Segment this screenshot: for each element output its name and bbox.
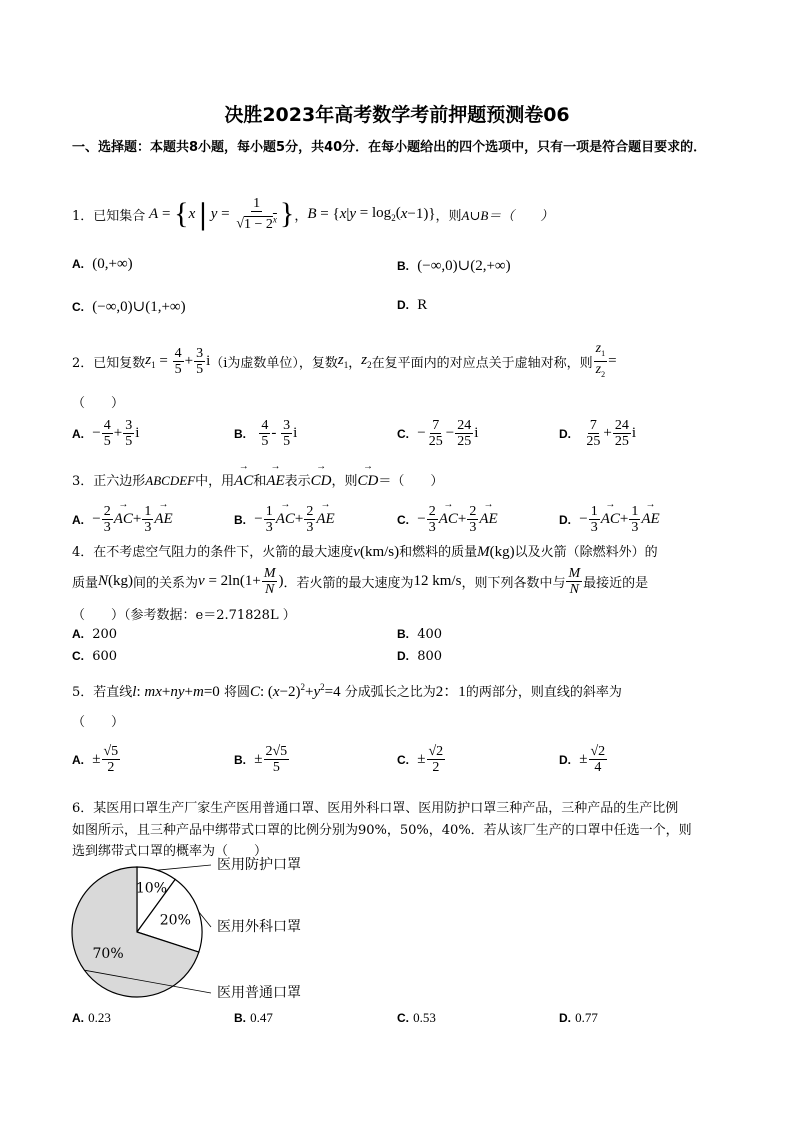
q2-text-c: ， [348,355,362,371]
q5-option-c: C. ± $\frac{√2}{2}$ [397,744,444,775]
q5-paren: （ ） [72,715,125,730]
question-4-line3: （ ）（参考数据：e＝2.71828L ） [72,608,296,623]
q1-option-b: B. (−∞,0)∪(2,+∞) [397,258,511,274]
pie-chart [60,855,360,1010]
question-6-line2: 如图所示，且三种产品中绑带式口罩的比例分别为90%，50%，40%．若从该厂生产的口罩中任选一个，则 [72,823,692,838]
q2-text-a: 2．已知复数 [72,355,146,371]
question-1: 1．已知集合 A = { x | y = $\frac{1}{√1 - 2^x}$ } ， B = { x | y = $\log_2$( x −1)} ，则 A∪B＝（ ） [72,196,554,232]
q2-option-b: B. $\frac{4}{5}$ - $\frac{3}{5}$ i [234,418,298,449]
q3-option-d: D. − $\frac{1}{3}$ → AC + $\frac{1}{3}$ → AE [559,504,660,535]
q2-option-c: C. − $\frac{7}{25}$ − $\frac{24}{25}$ i [397,418,479,449]
question-2: 2．已知复数 $z_1$ = $\frac{4}{5}$ + $\frac{3}{5}$ i （i为虚数单位），复数 $z_1$ ， $z_2$ 在复平面内的对应点关于虚轴对称，则 $\frac{z_1}{z_2}$ = [72,340,617,379]
q5-option-a: A. ± $\frac{√5}{2}$ [72,744,119,775]
q6-option-a: A. 0.23 [72,1010,111,1025]
q3-option-a: A. − $\frac{2}{3}$ → AC + $\frac{1}{3}$ → AE [72,504,173,535]
pie-category-label-2: 医用外科口罩 [217,919,301,935]
q2-option-a: A. − $\frac{4}{5}$ + $\frac{3}{5}$ i [72,418,140,449]
q4-option-b: B. 400 [397,627,443,642]
q6-option-d: D. 0.77 [559,1010,598,1025]
q2-option-d: D. $\frac{7}{25}$ + $\frac{24}{25}$ i [559,418,637,449]
q4-option-c: C. 600 [72,649,118,664]
q2-paren: （ ） [72,396,125,411]
q4-option-a: A. 200 [72,627,118,642]
q6-option-c: C. 0.53 [397,1010,436,1025]
q5-option-b: B. ± $\frac{2√5}{5}$ [234,744,288,775]
q3-option-b: B. − $\frac{1}{3}$ → AC + $\frac{2}{3}$ → AE [234,504,335,535]
q1-prefix: 1．已知集合 [72,208,146,224]
q4-option-d: D. 800 [397,649,443,664]
question-6-line3: 选到绑带式口罩的概率为（ ） [72,844,268,859]
question-3: 3．正六边形ABCDEF中，用→ AC和→ AE表示→ CD，则→ CD＝（ ） [72,470,443,490]
question-4-line1: 4．在不考虑空气阻力的条件下，火箭的最大速度v(km/s)和燃料的质量M(kg)以及火箭（除燃料外）的 [72,544,658,560]
pie-category-label-3: 医用普通口罩 [217,985,301,1001]
q5-option-d: D. ± $\frac{√2}{4}$ [559,744,606,775]
q2-text-b: （i为虚数单位），复数 [210,355,338,371]
q1-option-c: C. (−∞,0)∪(1,+∞) [72,299,186,315]
page-title: 决胜2023年高考数学考前押题预测卷06 [224,104,570,126]
question-6-line1: 6．某医用口罩生产厂家生产医用普通口罩、医用外科口罩、医用防护口罩三种产品，三种产品的生产比例 [72,801,679,816]
question-4-line2: 质量 N (kg) 间的关系为 v = 2ln(1+ $\frac{M}{N}$ ) ．若火箭的最大速度为 12 km/s ，则下列各数中与 $\frac{M}{N}$ 最接近的是 [72,565,649,597]
q1-then: ，则 [435,208,462,224]
pie-category-label-1: 医用防护口罩 [217,857,301,873]
q6-option-b: B. 0.47 [234,1010,273,1025]
q1-option-a: A. (0,+∞) [72,256,133,272]
section-heading: 一、选择题：本题共8小题，每小题5分，共40分．在每小题给出的四个选项中，只有一项是符合题目要求的． [72,140,707,155]
pie-leader-line-1 [157,865,211,870]
q1-sep: ， [294,208,308,224]
question-5: 5．若直线l: mx+ny+m=0 将圆C: $(x-2)^2+y^2=4$ 分成弧长之比为2：1的两部分，则直线的斜率为 [72,682,622,700]
q1-option-d: D. R [397,297,428,313]
pie-percent-label-2: 20% [159,912,191,929]
pie-percent-label-3: 70% [92,946,124,963]
q1-union: A∪B＝（ ） [461,207,554,223]
q3-option-c: C. − $\frac{2}{3}$ → AC + $\frac{2}{3}$ → AE [397,504,498,535]
q2-text-d: 在复平面内的对应点关于虚轴对称，则 [371,355,593,371]
pie-percent-label-1: 10% [135,880,168,897]
